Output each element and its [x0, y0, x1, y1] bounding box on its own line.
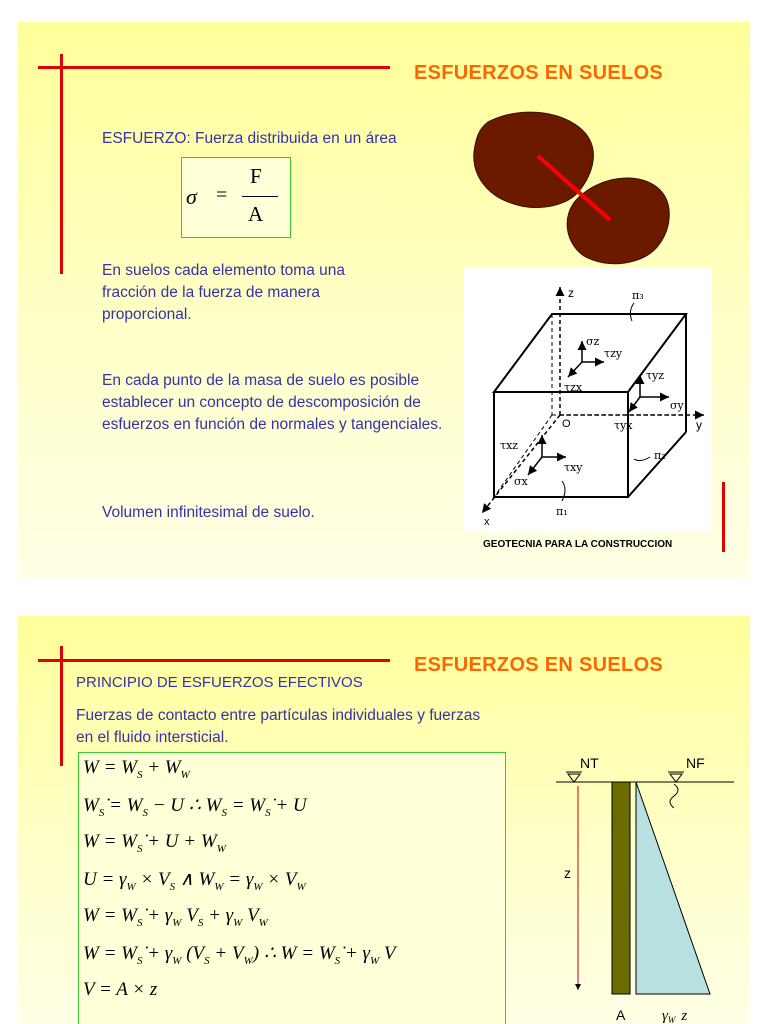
label-tau-xy: τxy	[564, 461, 583, 474]
equation-1: $W = W_S + W_W$	[83, 757, 190, 781]
water-table-squiggle	[670, 784, 678, 808]
label-pi3: π₃	[632, 289, 644, 302]
label-sigma-y: σy	[670, 399, 684, 412]
formula-denominator: A	[248, 202, 264, 226]
slide-2-title: ESFUERZOS EN SUELOS	[414, 654, 664, 676]
pore-pressure-diagram	[538, 746, 738, 1024]
fraction-bar	[242, 196, 278, 197]
slide-2	[18, 616, 750, 1024]
slide-1-title: ESFUERZOS EN SUELOS	[414, 62, 664, 84]
label-gamma-z: z	[681, 1008, 688, 1024]
soil-particle-upper	[474, 112, 594, 207]
pi3-leader	[630, 303, 634, 321]
label-tau-xz: τxz	[500, 439, 519, 452]
label-tau-yz: τyz	[646, 369, 665, 382]
tau-yx-arrow	[629, 397, 640, 412]
label-tau-zx: τzx	[564, 381, 583, 394]
label-gamma-w-z	[662, 1008, 687, 1024]
equation-6: $W = W_Ṡ + \gamma_W$ $(V_S + V_W)$ ∴ $W = W_Ṡ + \gamma_W$ V	[83, 943, 396, 967]
paragraph-proportional: En suelos cada elemento toma una fracción de la fuerza de manera proporcional.	[102, 262, 345, 323]
corner-rule-vertical	[722, 482, 725, 552]
label-depth-z: z	[564, 865, 571, 881]
equation-2: $W_Ṡ = W_S - U$ ∴ $W_S$ = $W_Ṡ + U$	[83, 795, 307, 819]
nt-marker	[568, 774, 580, 782]
title-rule-vertical-2	[60, 646, 63, 766]
label-tau-yx: τyx	[614, 419, 633, 432]
figure-caption: GEOTECNIA PARA LA CONSTRUCCION	[483, 539, 673, 550]
intro-paragraph: Fuerzas de contacto entre partículas individuales y fuerzas en el fluido intersticial.	[76, 707, 481, 746]
label-tau-zy: τzy	[604, 347, 623, 360]
label-gamma: γ	[662, 1008, 668, 1024]
paragraph-decomposition: En cada punto de la masa de suelo es posible establecer un concepto de descomposición de esfuerzos en función de normales y tangenciales.	[102, 372, 443, 433]
soil-particles-illustration	[468, 104, 678, 274]
label-nf: NF	[686, 755, 705, 771]
equation-5: $W = W_Ṡ + \gamma_W$ $V_S + \gamma_W$ $V_W$	[83, 905, 268, 929]
equations-box	[78, 752, 506, 1024]
stress-cube-figure	[464, 267, 712, 531]
label-pi2: π₂	[654, 449, 666, 462]
label-origin: O	[562, 418, 571, 430]
label-nt: NT	[580, 755, 599, 771]
cube-bottom-right-edge	[628, 432, 686, 497]
stress-formula-box	[181, 157, 291, 238]
label-x: x	[484, 516, 490, 528]
stress-definition: ESFUERZO: Fuerza distribuida en un área	[102, 130, 397, 147]
label-pi1: π₁	[556, 505, 568, 518]
tau-zx-arrow	[568, 362, 582, 377]
equals-sign: =	[216, 184, 228, 206]
label-sigma-z: σz	[586, 335, 600, 348]
soil-column	[612, 782, 630, 994]
pi2-leader	[634, 457, 650, 461]
paragraph-infinitesimal: Volumen infinitesimal de suelo.	[102, 504, 315, 521]
title-rule-horizontal-2	[38, 659, 390, 662]
nf-marker	[670, 774, 682, 782]
formula-numerator: F	[250, 164, 262, 188]
equation-4: $U = \gamma_W \times V_S$ ∧ $W_W = \gamma_W \times V_W$	[83, 869, 306, 893]
soil-particle-lower	[567, 178, 669, 264]
label-sigma-x: σx	[514, 475, 528, 488]
water-pressure-triangle	[636, 782, 710, 994]
equation-7: V = A × z	[83, 979, 158, 1000]
equation-3: $W = W_Ṡ + U + W_W$	[83, 831, 226, 855]
label-z: z	[568, 286, 574, 300]
title-rule-vertical	[60, 54, 63, 274]
sigma-symbol: σ	[186, 184, 197, 209]
sigma-x-arrow	[528, 457, 542, 475]
effective-stress-subtitle: PRINCIPIO DE ESFUERZOS EFECTIVOS	[76, 674, 363, 691]
label-y: y	[696, 418, 702, 432]
slide-1	[18, 22, 750, 578]
label-gamma-sub: W	[667, 1015, 676, 1024]
label-area-a: A	[616, 1007, 626, 1023]
title-rule-horizontal	[38, 66, 390, 69]
